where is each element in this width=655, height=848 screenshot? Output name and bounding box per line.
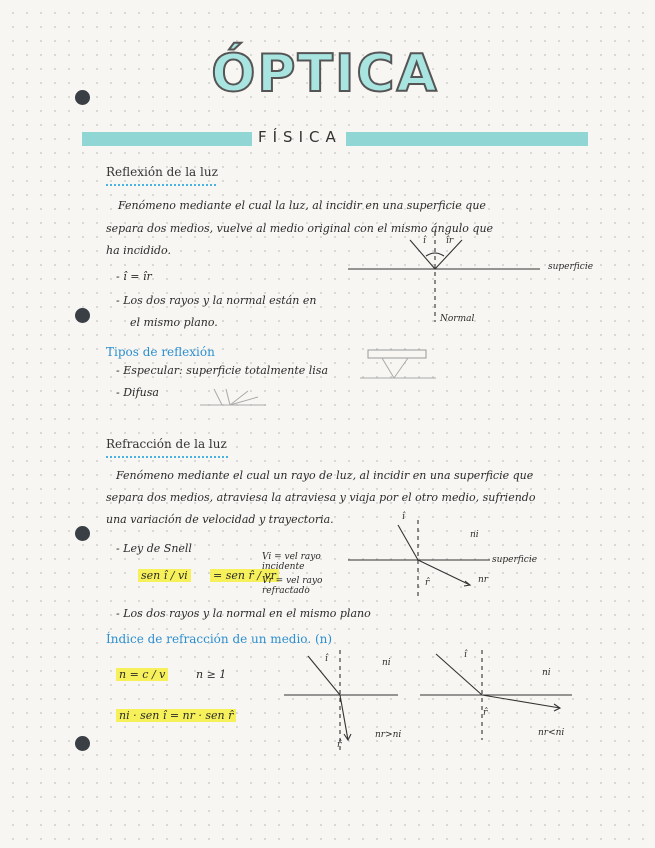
- refraccion-text-1: Fenómeno mediante el cual un rayo de luz, al incidir en una superficie que: [116, 469, 534, 482]
- refraction-i-label: î: [402, 512, 405, 522]
- binder-hole: [75, 308, 90, 323]
- reflexion-bullet-2b: el mismo plano.: [130, 316, 218, 329]
- angle-i-label: î: [423, 236, 426, 246]
- reflexion-text-1: Fenómeno mediante el cual la luz, al incidir en una superficie que: [118, 199, 486, 212]
- index-right-i: î: [464, 650, 467, 660]
- tipo-especular: - Especular: superficie totalmente lisa: [116, 364, 329, 377]
- formula-n: [116, 664, 168, 686]
- formula-ineq: n ≥ 1: [196, 668, 227, 681]
- refraccion-plane-bullet: - Los dos rayos y la normal en el mismo plano: [116, 607, 371, 620]
- snell-label: - Ley de Snell: [116, 542, 192, 555]
- index-left-cond: nr>ni: [375, 730, 402, 740]
- vi-note: Vi = vel rayo incidente: [262, 552, 321, 572]
- reflexion-text-2: separa dos medios, vuelve al medio original con el mismo ángulo que: [106, 222, 494, 235]
- index-right-ni: ni: [542, 668, 551, 678]
- reflexion-bullet-2: - Los dos rayos y la normal están en: [116, 294, 317, 307]
- title-band-left: [82, 132, 252, 146]
- index-right-r: r̂: [483, 708, 488, 718]
- specular-sketch: [360, 348, 440, 388]
- vr-note: Vr = vel rayo refractado: [262, 576, 323, 596]
- reflexion-text-3: ha incidido.: [106, 244, 171, 257]
- formula-n-highlight: n = c / v: [116, 668, 168, 681]
- snell-formula-left: [138, 565, 191, 587]
- reflexion-bullet-1: - î = îr: [116, 270, 152, 283]
- indice-heading: Índice de refracción de un medio. (n): [106, 632, 333, 646]
- tipos-heading: Tipos de reflexión: [106, 345, 215, 359]
- surface-label: superficie: [548, 262, 594, 272]
- index-left-ni: ni: [382, 658, 391, 668]
- refraccion-text-3: una variación de velocidad y trayectoria.: [106, 513, 334, 526]
- refraction-surface-label: superficie: [492, 555, 538, 565]
- binder-hole: [75, 90, 90, 105]
- angle-r-label: îr: [446, 236, 454, 246]
- heading-underline: [106, 180, 216, 186]
- snell-right-highlight: = sen r̂ / vr: [210, 569, 279, 582]
- index-left-i: î: [325, 654, 328, 664]
- formula-snell: [116, 705, 236, 727]
- index-right-cond: nr<ni: [538, 728, 565, 738]
- formula-snell-highlight: ni · sen î = nr · sen r̂: [116, 709, 236, 722]
- refraccion-text-2: separa dos medios, atraviesa la atraviesa y viaja por el otro medio, sufriendo: [106, 491, 536, 504]
- diffuse-sketch: [200, 385, 270, 415]
- refraction-ni-label: ni: [470, 530, 479, 540]
- snell-left-highlight: sen î / vi: [138, 569, 191, 582]
- normal-label: Normal: [440, 314, 475, 324]
- refraccion-heading: Refracción de la luz: [106, 437, 227, 451]
- refraction-nr-label: nr: [478, 575, 489, 585]
- page-title: ÓPTICA: [211, 44, 439, 104]
- title-band-right: [346, 132, 588, 146]
- binder-hole: [75, 736, 90, 751]
- reflexion-heading: Reflexión de la luz: [106, 165, 218, 179]
- index-left-r: r̂: [337, 740, 342, 750]
- tipo-difusa: - Difusa: [116, 386, 159, 399]
- binder-hole: [75, 526, 90, 541]
- heading-underline: [106, 452, 228, 458]
- page-subtitle: FÍSICA: [258, 128, 342, 146]
- refraction-r-label: r̂: [425, 578, 430, 588]
